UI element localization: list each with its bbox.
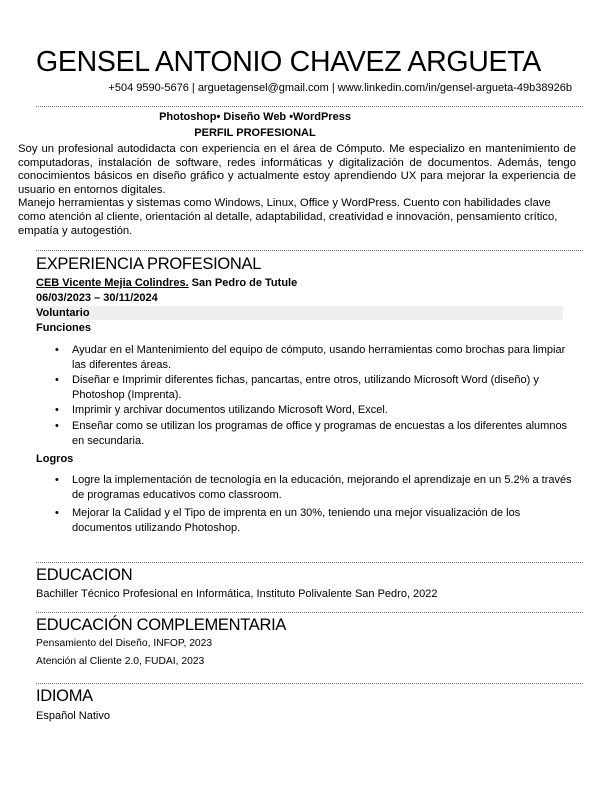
- bullet-icon: •: [55, 419, 59, 432]
- education-title: EDUCACION: [36, 566, 133, 584]
- language-title: IDIOMA: [36, 687, 93, 705]
- experience-title: EXPERIENCIA PROFESIONAL: [36, 255, 262, 273]
- bullet-icon: •: [55, 474, 59, 486]
- divider: [36, 250, 583, 251]
- experience-role: Voluntario: [36, 306, 563, 320]
- complementary-item: Atención al Cliente 2.0, FUDAI, 2023: [36, 656, 205, 667]
- skills-line: Photoshop• Diseño Web •WordPress: [159, 111, 351, 123]
- company-location: San Pedro de Tutule: [188, 277, 298, 289]
- profile-paragraph-1: Soy un profesional autodidacta con experiencia en el área de Cómputo. Me especializo en mantenimiento de computadoras, instalación de software, redes informáticas y digitalización de documentos. Además, tengo conocimientos básicos en diseño gráfico y actualmente estoy aprendiendo UX para mejorar la experiencia de usuario en entornos digitales.: [18, 143, 576, 196]
- profile-paragraph-2: Manejo herramientas y sistemas como Windows, Linux, Office y WordPress. Cuento con habilidades clave como atención al cliente, orientación al detalle, adaptabilidad, creatividad e innovación, pensamiento crítico, empatía y autogestión.: [18, 197, 558, 237]
- functions-title: Funciones: [36, 322, 92, 334]
- bullet-icon: •: [55, 507, 59, 520]
- complementary-title: EDUCACIÓN COMPLEMENTARIA: [36, 616, 287, 634]
- divider: [36, 612, 583, 613]
- contact-info: +504 9590-5676 | arguetagensel@gmail.com | www.linkedin.com/in/gensel-argueta-49b38926b: [108, 82, 572, 94]
- profile-title: PERFIL PROFESIONAL: [194, 127, 316, 139]
- profile-section: [18, 143, 576, 238]
- divider: [36, 562, 583, 563]
- experience-company-line: [36, 277, 297, 289]
- divider: [36, 106, 583, 107]
- bullet-icon: •: [55, 344, 59, 356]
- list-item: • Imprimir y archivar documentos utilizando Microsoft Word, Excel.: [55, 404, 388, 417]
- list-item: • Mejorar la Calidad y el Tipo de imprenta en un 30%, teniendo una mejor visualización de los documentos utilizando Photoshop.: [55, 507, 521, 534]
- achievements-title: Logros: [36, 453, 74, 465]
- list-item: • Diseñar e Imprimir diferentes fichas, pancartas, entre otros, utilizando Microsoft Word (diseño) y Photoshop (Imprenta).: [55, 374, 539, 401]
- language-item: Español Nativo: [36, 710, 110, 722]
- list-item: • Ayudar en el Mantenimiento del equipo de cómputo, usando herramientas como brochas para limpiar las diferentes áreas.: [55, 344, 566, 371]
- list-item: • Logre la implementación de tecnología en la educación, mejorando el aprendizaje en un 5.2% a través de programas educativos como classroom.: [55, 474, 572, 501]
- candidate-name: GENSEL ANTONIO CHAVEZ ARGUETA: [36, 46, 541, 78]
- complementary-item: Pensamiento del Diseño, INFOP, 2023: [36, 638, 213, 649]
- achievements-list: [55, 473, 575, 536]
- functions-list: [55, 343, 575, 449]
- list-item: • Enseñar como se utilizan los programas de office y programas de encuestas a los diferentes alumnos en secundaria.: [55, 419, 568, 447]
- education-item: Bachiller Técnico Profesional en Informática, Instituto Polivalente San Pedro, 2022: [36, 588, 438, 600]
- divider: [36, 683, 583, 684]
- bullet-icon: •: [55, 374, 59, 387]
- bullet-icon: •: [55, 404, 59, 417]
- experience-dates: 06/03/2023 – 30/11/2024: [36, 292, 158, 304]
- company-name: CEB Vicente Mejia Colindres.: [36, 277, 189, 289]
